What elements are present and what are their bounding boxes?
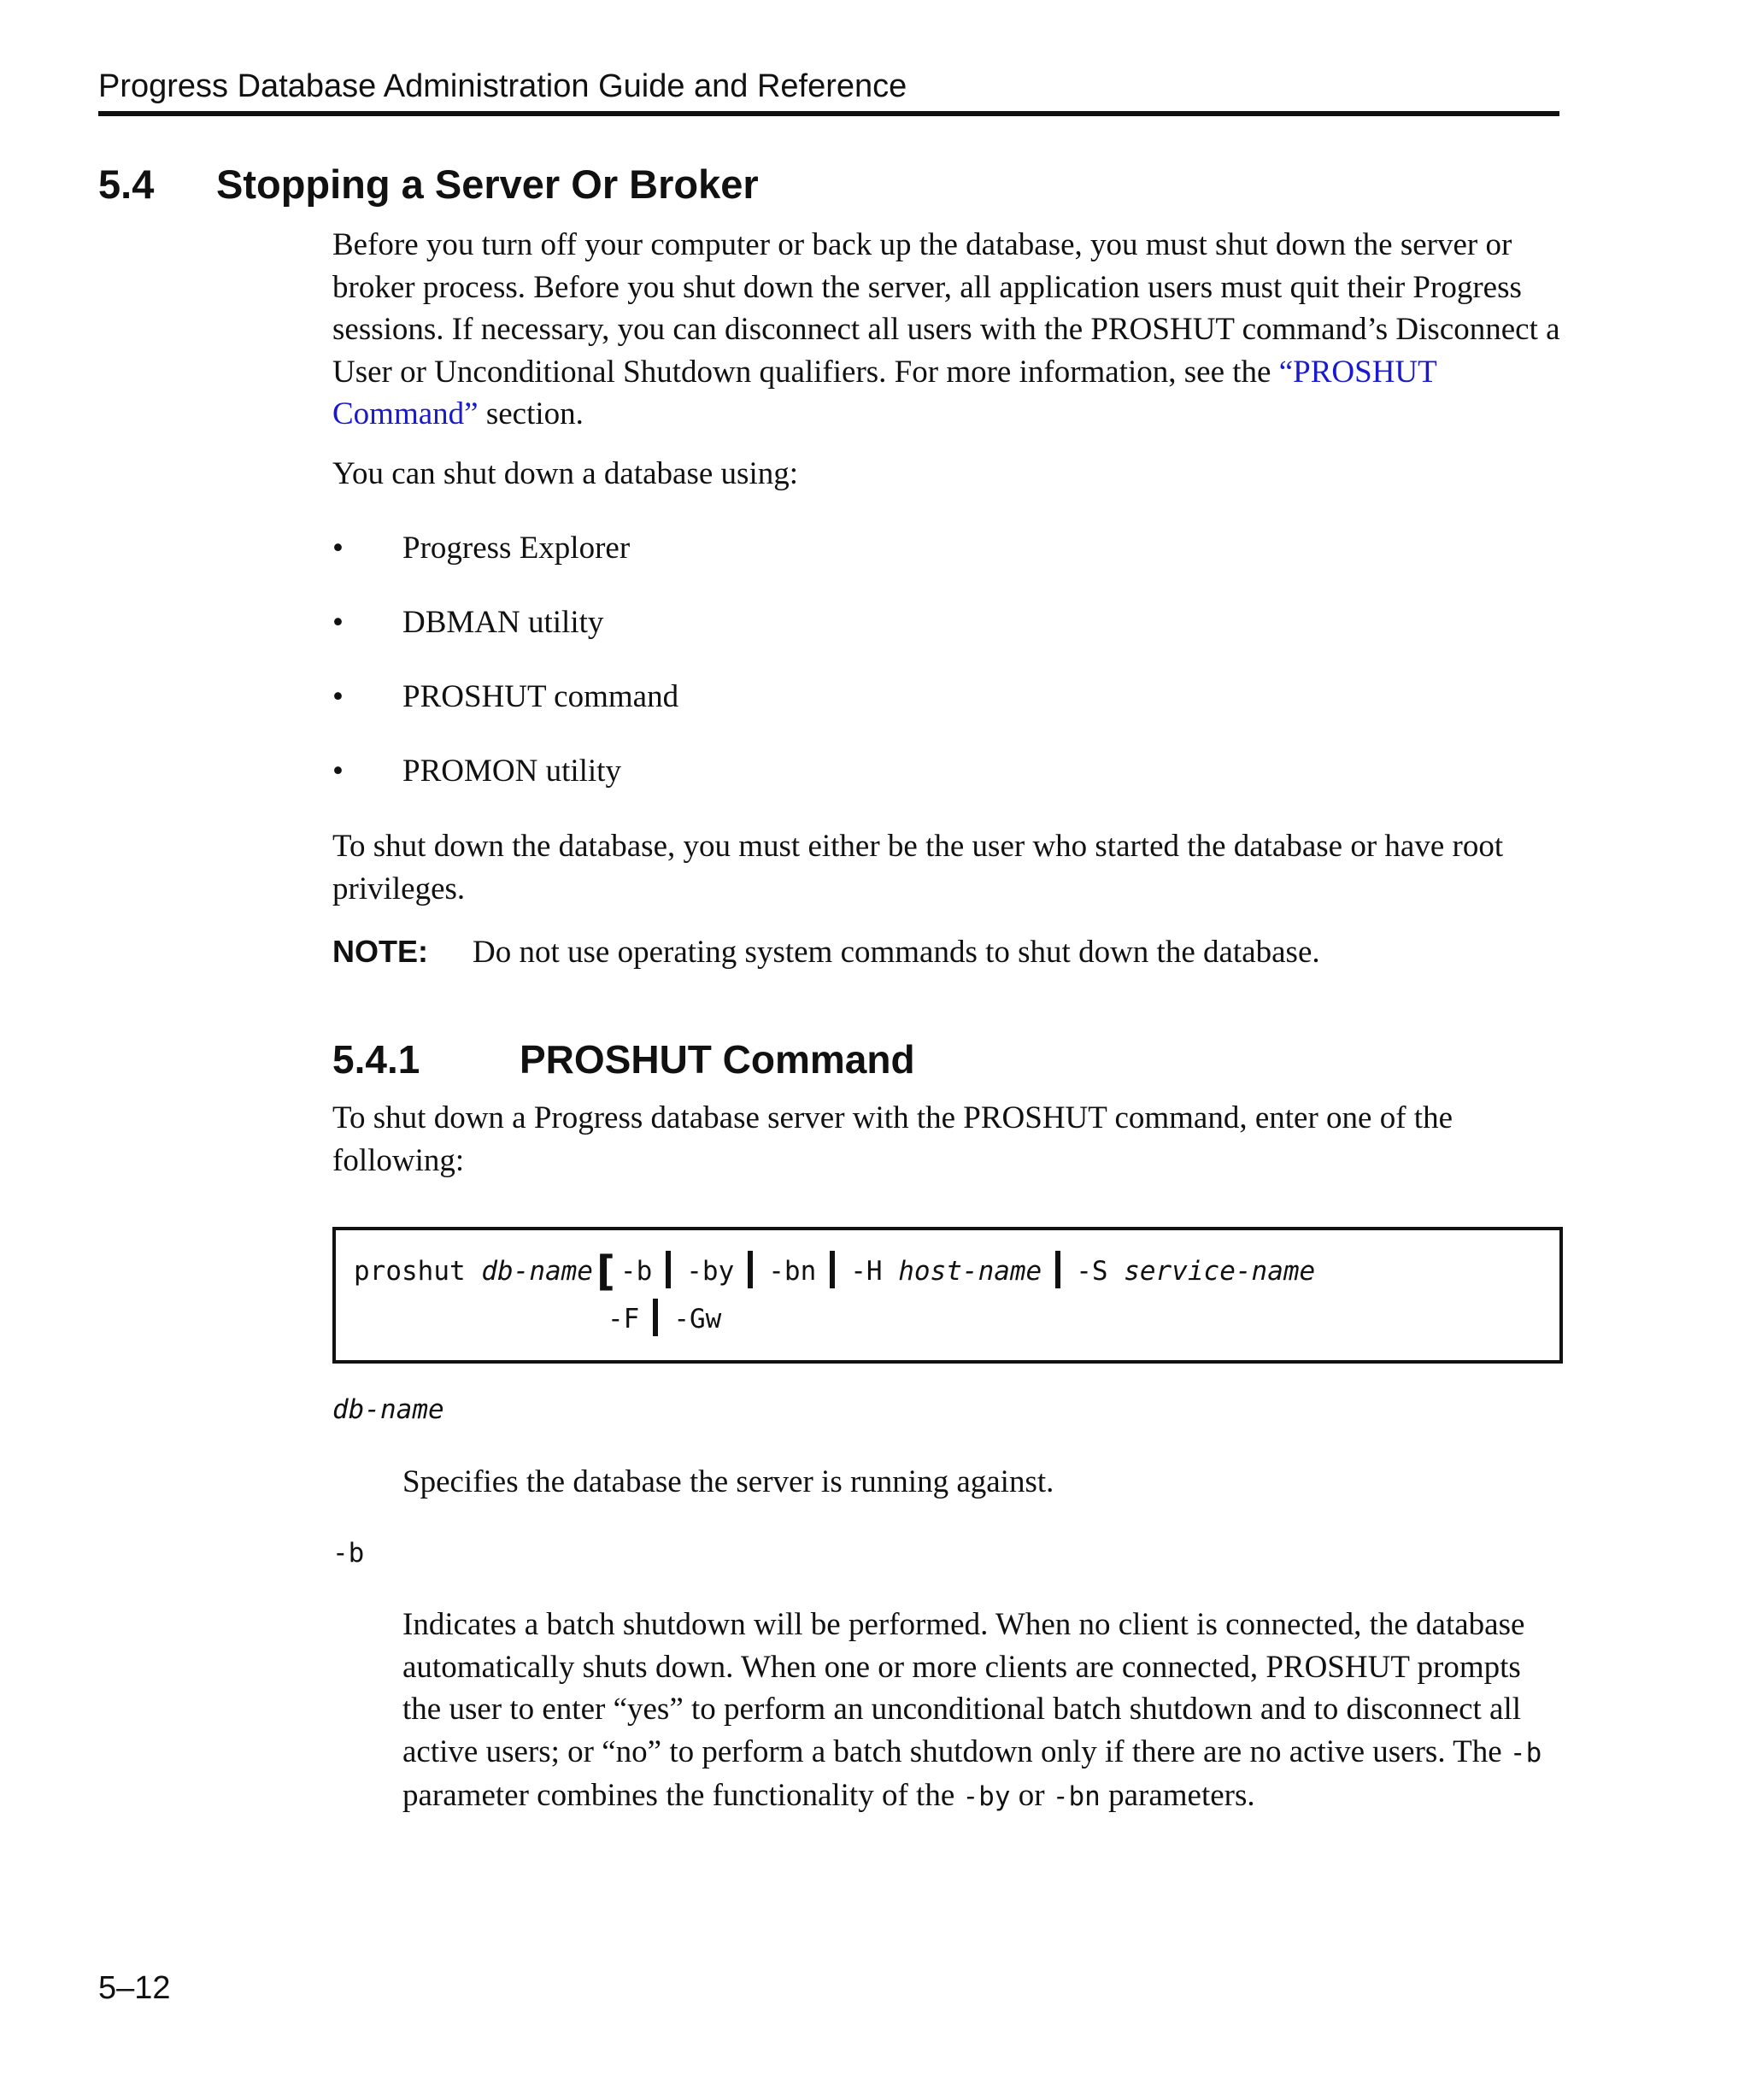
syntax-separator (748, 1251, 753, 1288)
list-item (332, 597, 678, 672)
syntax-opt-S: -S (1076, 1256, 1108, 1287)
subsection-number: 5.4.1 (332, 1037, 420, 1082)
proshut-command-link[interactable]: “PROSHUT Command” (332, 354, 1437, 431)
running-header: Progress Database Administration Guide and Reference (98, 68, 907, 104)
syntax-opt-bn: -bn (768, 1256, 817, 1287)
section-title: Stopping a Server Or Broker (216, 161, 759, 207)
syntax-service-name: service-name (1124, 1256, 1316, 1287)
list-item-label: PROSHUT command (402, 679, 679, 714)
syntax-line-2 (608, 1299, 721, 1336)
subsection-heading (332, 1036, 915, 1082)
note-text: Do not use operating system commands to shut down the database. (473, 935, 1320, 970)
bullet-icon: • (332, 605, 344, 640)
intro-text: Before you turn off your computer or back up the database, you must shut down the server or broker process. Before you shut down the server, all application users must quit their Progress sessions. If necessary, you can disconnect all users with the PROSHUT command’s Disconnect a User or Unconditional Shutdown qualifiers. For more information, see the (332, 227, 1560, 390)
list-item-label: PROMON utility (402, 754, 621, 789)
param-desc-text: parameter combines the functionality of the (402, 1778, 963, 1813)
syntax-open-bracket: [ (596, 1247, 615, 1295)
bullet-icon: • (332, 531, 344, 566)
syntax-command: proshut (354, 1256, 466, 1287)
note (332, 930, 1320, 974)
bullet-icon: • (332, 754, 344, 789)
syntax-opt-Gw: -Gw (673, 1304, 722, 1334)
subsection-title: PROSHUT Command (520, 1037, 915, 1082)
syntax-opt-H: -H (850, 1256, 883, 1287)
syntax-opt-F: -F (608, 1304, 640, 1334)
param-desc-text: or (1010, 1778, 1053, 1813)
syntax-separator (1055, 1251, 1060, 1288)
syntax-separator (830, 1251, 835, 1288)
syntax-line-1 (354, 1247, 1316, 1295)
syntax-db-name: db-name (481, 1256, 593, 1287)
header-rule (98, 111, 1559, 116)
param-term-b: -b (332, 1538, 365, 1569)
param-desc-db-name: Specifies the database the server is running against. (402, 1464, 1054, 1499)
param-code: -bn (1052, 1781, 1101, 1812)
privileges-paragraph: To shut down the database, you must either be the user who started the database or have root privileges. (332, 829, 1504, 906)
param-code: -by (962, 1781, 1011, 1812)
list-item-label: Progress Explorer (402, 531, 631, 566)
syntax-separator (653, 1299, 658, 1336)
param-desc-b (402, 1604, 1565, 1819)
section-heading (98, 161, 759, 208)
list-item-label: DBMAN utility (402, 605, 604, 640)
note-label: NOTE: (332, 934, 428, 969)
list-item (332, 672, 678, 746)
param-code: -b (1509, 1737, 1542, 1769)
syntax-box (332, 1227, 1563, 1364)
intro-paragraph (332, 224, 1563, 436)
syntax-opt-by: -by (686, 1256, 735, 1287)
section-number: 5.4 (98, 161, 155, 207)
intro-text-end: section. (478, 396, 584, 431)
list-item (332, 746, 678, 820)
syntax-opt-b: -b (620, 1256, 653, 1287)
page-number: 5–12 (98, 1970, 171, 2006)
param-desc-text: parameters. (1100, 1778, 1255, 1813)
syntax-host-name: host-name (898, 1256, 1042, 1287)
shutdown-methods-list (332, 523, 678, 820)
syntax-separator (666, 1251, 671, 1288)
bullet-icon: • (332, 679, 344, 714)
subsection-intro: To shut down a Progress database server with the PROSHUT command, enter one of the following: (332, 1100, 1453, 1178)
methods-intro: You can shut down a database using: (332, 456, 799, 491)
param-term-db-name: db-name (332, 1394, 444, 1425)
list-item (332, 523, 678, 597)
param-desc-text: Indicates a batch shutdown will be performed. When no client is connected, the database automatically shuts down. When one or more clients are connected, PROSHUT prompts the user to enter “yes” to perform an unconditional batch shutdown and to disconnect all active users; or “no” to perform a batch shutdown only if there are no active users. The (402, 1607, 1525, 1769)
